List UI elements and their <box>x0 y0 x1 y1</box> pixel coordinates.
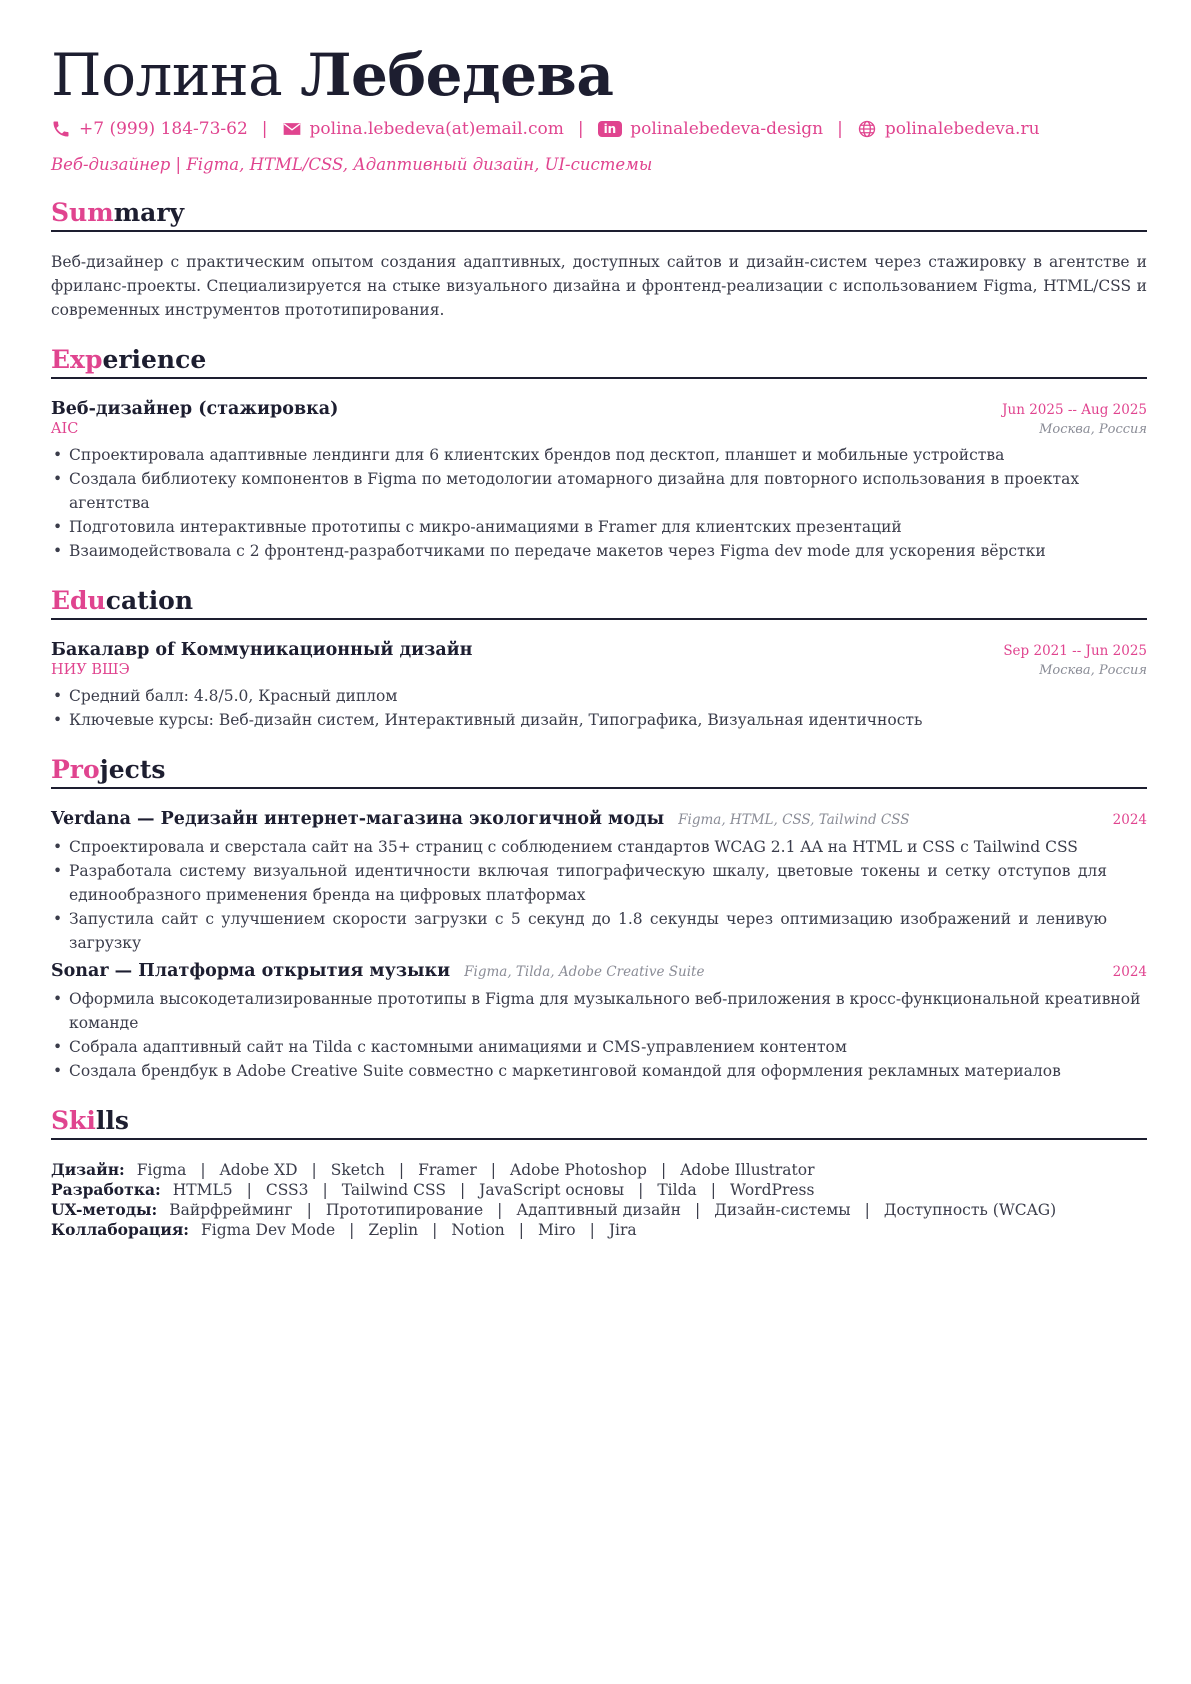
title-accent: Exp <box>51 345 103 374</box>
skill-item: Прототипирование <box>325 1201 484 1219</box>
project-name: Verdana — Редизайн интернет-магазина экологичной моды <box>51 809 665 829</box>
job-location: Москва, Россия <box>1039 422 1147 437</box>
contact-phone[interactable] <box>51 119 248 139</box>
section-title-experience <box>51 344 1147 376</box>
section-title-skills <box>51 1105 1147 1137</box>
summary-section <box>51 197 1147 322</box>
linkedin-icon: in <box>598 121 623 137</box>
title-accent: Edu <box>51 586 106 615</box>
skill-item: Adobe Photoshop <box>510 1161 647 1179</box>
bullet-list <box>51 684 1147 732</box>
skills-section <box>51 1105 1147 1240</box>
contact-linkedin[interactable] <box>598 119 824 139</box>
separator: | <box>200 1161 206 1179</box>
list-item: • Создала брендбук в Adobe Creative Suite совместно с маркетинговой командой для оформления рекламных материалов <box>51 1059 1147 1083</box>
skill-item: Дизайн-системы <box>714 1201 851 1219</box>
separator: | <box>518 1221 524 1239</box>
separator: | <box>710 1181 716 1199</box>
projects-section <box>51 754 1147 1083</box>
job-dates: Jun 2025 -- Aug 2025 <box>1002 402 1147 418</box>
separator: | <box>459 1181 466 1199</box>
skill-item: Вайрфрейминг <box>169 1201 293 1219</box>
section-divider <box>51 787 1147 789</box>
section-divider <box>51 618 1147 620</box>
separator: | <box>695 1201 701 1219</box>
skill-item: Адаптивный дизайн <box>516 1201 682 1219</box>
list-item: • Взаимодействовала с 2 фронтенд-разработчиками по передаче макетов через Figma dev mode для ускорения вёрстки <box>51 539 1147 563</box>
contact-website[interactable] <box>857 119 1040 139</box>
title-rest: cation <box>105 586 194 615</box>
title-accent: Sum <box>51 198 114 227</box>
linkedin-text: polinalebedeva-design <box>630 119 824 139</box>
project-entry <box>51 809 1147 955</box>
company-name: AIC <box>51 421 79 437</box>
skills-category-label: Дизайн: <box>51 1160 125 1179</box>
skills-row <box>51 1220 1147 1240</box>
list-item: • Средний балл: 4.8/5.0, Красный диплом <box>51 684 1147 708</box>
first-name: Полина <box>51 41 283 109</box>
skill-item: HTML5 <box>172 1181 233 1199</box>
phone-icon <box>51 119 71 139</box>
summary-text: Веб-дизайнер с практическим опытом создания адаптивных, доступных сайтов и дизайн-систем через стажировку в агентстве и фриланс-проекты. Специализируется на стыке визуального дизайна и фронтенд-реализации с использованием Figma, HTML/CSS и современных инструментов прототипирования. <box>51 253 1147 319</box>
list-item: • Подготовила интерактивные прототипы с микро-анимациями в Framer для клиентских презентаций <box>51 515 1147 539</box>
separator: | <box>497 1201 503 1219</box>
contact-email[interactable] <box>282 119 564 139</box>
separator: | <box>246 1181 252 1199</box>
skill-item: Figma Dev Mode <box>201 1221 336 1239</box>
study-location: Москва, Россия <box>1039 663 1147 678</box>
skill-item: Tilda <box>657 1181 697 1199</box>
skill-item: Доступность (WCAG) <box>883 1201 1057 1219</box>
separator: | <box>398 1161 405 1179</box>
separator: | <box>589 1221 595 1239</box>
section-divider <box>51 377 1147 379</box>
skill-item: Adobe Illustrator <box>680 1161 815 1179</box>
title-rest: lls <box>95 1106 129 1135</box>
separator: | <box>577 119 584 139</box>
list-item: • Спроектировала адаптивные лендинги для 6 клиентских брендов под десктоп, планшет и мобильные устройства <box>51 443 1147 467</box>
skills-list <box>51 1160 1147 1240</box>
skill-item: Jira <box>608 1221 637 1239</box>
separator: | <box>864 1201 870 1219</box>
skills-row <box>51 1200 1147 1220</box>
bullet-list <box>51 835 1147 955</box>
skill-item: Miro <box>538 1221 576 1239</box>
section-title-education <box>51 585 1147 617</box>
globe-icon <box>857 119 877 139</box>
project-tech: Figma, HTML, CSS, Tailwind CSS <box>678 812 910 828</box>
experience-entry <box>51 399 1147 563</box>
skill-item: Notion <box>451 1221 505 1239</box>
project-tech: Figma, Tilda, Adobe Creative Suite <box>464 964 705 980</box>
separator: | <box>660 1161 667 1179</box>
resume-page <box>51 40 1147 1240</box>
project-year: 2024 <box>1112 812 1147 828</box>
list-item: • Разработала систему визуальной идентичности включая типографическую шкалу, цветовые токены и сетку отступов для единообразного применения бренда на цифровых платформах <box>51 859 1147 907</box>
list-item: • Спроектировала и сверстала сайт на 35+ страниц с соблюдением стандартов WCAG 2.1 AA на HTML и CSS с Tailwind CSS <box>51 835 1147 859</box>
skills-category-label: Коллаборация: <box>51 1220 190 1239</box>
title-accent: Ski <box>51 1106 96 1135</box>
skill-item: CSS3 <box>265 1181 309 1199</box>
bullet-list <box>51 443 1147 563</box>
skills-category-label: Разработка: <box>51 1180 161 1199</box>
website-text: polinalebedeva.ru <box>884 119 1040 139</box>
skill-item: Figma <box>136 1161 187 1179</box>
section-divider <box>51 1138 1147 1140</box>
project-entry <box>51 961 1147 1083</box>
list-item: • Собрала адаптивный сайт на Tilda с кастомными анимациями и CMS-управлением контентом <box>51 1035 1147 1059</box>
person-name <box>51 40 1147 110</box>
last-name: Лебедева <box>300 41 614 109</box>
project-title <box>51 809 909 829</box>
study-dates: Sep 2021 -- Jun 2025 <box>1003 643 1147 659</box>
project-year: 2024 <box>1112 964 1147 980</box>
section-title-projects <box>51 754 1147 786</box>
separator: | <box>837 119 843 139</box>
separator: | <box>322 1181 328 1199</box>
experience-section <box>51 344 1147 563</box>
list-item: • Ключевые курсы: Веб-дизайн систем, Интерактивный дизайн, Типографика, Визуальная идентичность <box>51 708 1147 732</box>
skill-item: Framer <box>418 1161 477 1179</box>
envelope-icon <box>282 119 302 139</box>
separator: | <box>638 1181 644 1199</box>
skill-item: Sketch <box>330 1161 385 1179</box>
title-rest: erience <box>102 345 207 374</box>
title-accent: Pro <box>51 755 100 784</box>
bullet-list <box>51 987 1147 1083</box>
list-item: • Создала библиотеку компонентов в Figma по методологии атомарного дизайна для повторного использования в проектах агентства <box>51 467 1147 515</box>
skill-item: JavaScript основы <box>479 1181 625 1199</box>
education-entry <box>51 640 1147 732</box>
phone-text: +7 (999) 184-73-62 <box>79 119 248 139</box>
section-divider <box>51 230 1147 232</box>
project-title <box>51 961 704 981</box>
university-name: НИУ ВШЭ <box>51 662 130 678</box>
skill-item: Adobe XD <box>219 1161 298 1179</box>
skill-item: Tailwind CSS <box>341 1181 446 1199</box>
skills-row <box>51 1160 1147 1180</box>
separator: | <box>490 1161 496 1179</box>
skill-item: Zeplin <box>368 1221 419 1239</box>
list-item: • Оформила высокодетализированные прототипы в Figma для музыкального веб-приложения в кросс-функциональной креативной команде <box>51 987 1147 1035</box>
separator: | <box>311 1161 317 1179</box>
section-title-summary <box>51 197 1147 229</box>
title-rest: mary <box>113 198 185 227</box>
contact-bar <box>51 116 1147 142</box>
degree-title: Бакалавр of Коммуникационный дизайн <box>51 640 473 660</box>
email-text: polina.lebedeva(at)email.com <box>309 119 564 139</box>
separator: | <box>261 119 268 139</box>
job-title: Веб-дизайнер (стажировка) <box>51 399 339 419</box>
education-section <box>51 585 1147 732</box>
skills-category-label: UX-методы: <box>51 1200 158 1219</box>
project-name: Sonar — Платформа открытия музыки <box>51 961 451 981</box>
separator: | <box>306 1201 312 1219</box>
list-item: • Запустила сайт с улучшением скорости загрузки с 5 секунд до 1.8 секунды через оптимизацию изображений и ленивую загрузку <box>51 907 1147 955</box>
skill-item: WordPress <box>730 1181 815 1199</box>
separator: | <box>432 1221 438 1239</box>
separator: | <box>349 1221 355 1239</box>
skills-row <box>51 1180 1147 1200</box>
title-rest: jects <box>99 755 166 784</box>
headline-tagline: Веб-дизайнер | Figma, HTML/CSS, Адаптивный дизайн, UI-системы <box>51 155 653 174</box>
